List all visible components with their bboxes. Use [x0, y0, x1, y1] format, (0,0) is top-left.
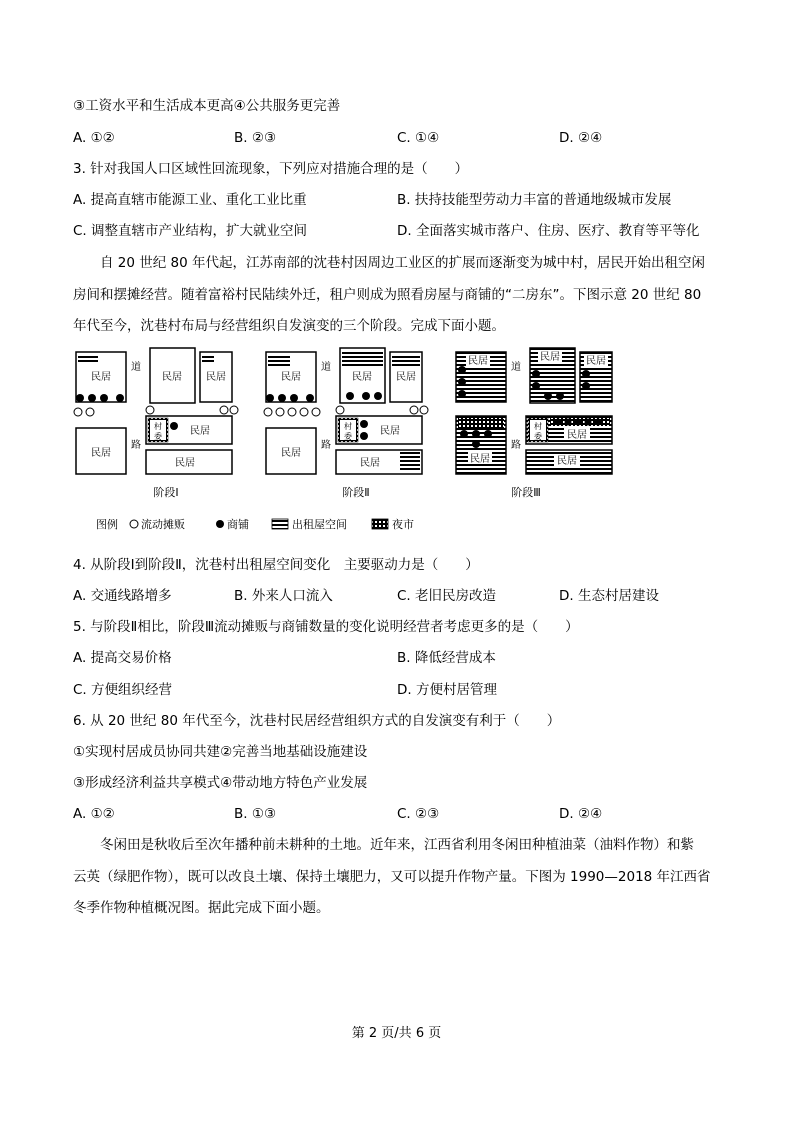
- q5-option-c: C. 方便组织经营: [73, 682, 173, 698]
- passage2-line-2: 云英（绿肥作物），既可以改良土壤、保持土壤肥力，又可以提升作物产量。下图为 1990—2018 年江西省: [73, 869, 711, 885]
- q4-stem: 4. 从阶段Ⅰ到阶段Ⅱ，沈巷村出租屋空间变化 主要驱动力是（ ）: [73, 557, 479, 573]
- q3-option-c: C. 调整直辖市产业结构，扩大就业空间: [73, 223, 308, 239]
- house-label: 民居: [396, 372, 416, 383]
- legend-stall-symbol: [130, 520, 138, 528]
- passage1-line-2: 房间和摆摊经营。随着富裕村民陆续外迁，租户则成为照看房屋与商铺的“二房东”。下图示意 20 世纪 80: [73, 287, 702, 303]
- house-label: 民居: [281, 448, 301, 459]
- legend-shop-label: 商铺: [227, 518, 249, 531]
- q3-option-b: B. 扶持技能型劳动力丰富的普通地级城市发展: [397, 192, 672, 208]
- stage-2-label: 阶段Ⅱ: [342, 486, 370, 499]
- passage1-line-3: 年代至今，沈巷村布局与经营组织自发演变的三个阶段。完成下面小题。: [73, 318, 505, 334]
- q6-item-line-2: ③形成经济利益共享模式④带动地方特色产业发展: [73, 775, 368, 791]
- q4-option-c: C. 老旧民房改造: [397, 588, 497, 604]
- house-label: 民居: [190, 426, 210, 437]
- stage-1-label: 阶段Ⅰ: [153, 486, 179, 499]
- legend-rental-label: 出租屋空间: [292, 518, 347, 531]
- q4-option-b: B. 外来人口流入: [234, 588, 333, 604]
- passage1-line-1: 自 20 世纪 80 年代起，江苏南部的沈巷村因周边工业区的扩展而逐渐变为城中村，居民开始出租空闲: [100, 255, 706, 271]
- house-label: 民居: [380, 426, 400, 437]
- q3-option-d: D. 全面落实城市落户、住房、医疗、教育等平等化: [397, 223, 700, 239]
- q4-option-d: D. 生态村居建设: [559, 588, 659, 604]
- house-label: 民居: [281, 372, 301, 383]
- passage2-line-1: 冬闲田是秋收后至次年播种前未耕种的土地。近年来，江西省利用冬闲田种植油菜（油料作物）和紫: [100, 837, 694, 853]
- village-committee-label: 委: [344, 432, 352, 441]
- village-committee-label: 村: [154, 422, 162, 431]
- q6-option-b: B. ①③: [234, 806, 277, 822]
- house-label: 民居: [91, 372, 111, 383]
- q2-option-c: C. ①④: [397, 130, 440, 146]
- q2-option-a: A. ①②: [73, 130, 115, 146]
- house-label: 民居: [352, 372, 372, 383]
- stage-3-label: 阶段Ⅲ: [511, 486, 541, 499]
- legend-shop-symbol: [216, 520, 224, 528]
- village-committee-label: 村: [344, 422, 352, 431]
- legend-stall-label: 流动摊贩: [141, 518, 185, 531]
- q3-stem: 3. 针对我国人口区域性回流现象，下列应对措施合理的是（ ）: [73, 161, 469, 177]
- stage-3-map: [456, 348, 612, 499]
- q2-option-d: D. ②④: [559, 130, 603, 146]
- house-label: 民居: [468, 356, 488, 367]
- house-label: 民居: [557, 456, 577, 467]
- house-label: 民居: [586, 356, 606, 367]
- house-label: 民居: [175, 458, 195, 469]
- figure-legend: [96, 517, 414, 531]
- q2-item-line: ③工资水平和生活成本更高④公共服务更完善: [73, 98, 341, 114]
- house-label: 民居: [540, 352, 560, 363]
- house-label: 民居: [206, 372, 226, 383]
- q5-option-d: D. 方便村居管理: [397, 682, 497, 698]
- house-label: 民居: [162, 372, 182, 383]
- road-char-lu: 路: [321, 440, 331, 451]
- q6-stem: 6. 从 20 世纪 80 年代至今，沈巷村民居经营组织方式的自发演变有利于（ ）: [73, 713, 561, 729]
- road-char-dao: 道: [511, 362, 521, 373]
- road-char-dao: 道: [321, 362, 331, 373]
- road-char-dao: 道: [131, 362, 141, 373]
- q6-option-d: D. ②④: [559, 806, 603, 822]
- house-label: 民居: [567, 430, 587, 441]
- page-footer: 第 2 页/共 6 页: [351, 1026, 442, 1041]
- q5-option-a: A. 提高交易价格: [73, 650, 172, 666]
- road-char-lu: 路: [131, 440, 141, 451]
- q4-option-a: A. 交通线路增多: [73, 588, 172, 604]
- house-label: 民居: [360, 458, 380, 469]
- road-char-lu: 路: [511, 440, 521, 451]
- stage-2-map: [264, 348, 428, 499]
- q6-option-a: A. ①②: [73, 806, 115, 822]
- legend-rental-symbol: [272, 519, 288, 529]
- passage2-line-3: 冬季作物种植概况图。据此完成下面小题。: [73, 900, 330, 916]
- q6-item-line-1: ①实现村居成员协同共建②完善当地基础设施建设: [73, 744, 368, 760]
- q6-option-c: C. ②③: [397, 806, 440, 822]
- q5-option-b: B. 降低经营成本: [397, 650, 496, 666]
- village-committee-label: 村: [534, 422, 542, 431]
- legend-title: 图例: [96, 518, 118, 531]
- q5-stem: 5. 与阶段Ⅱ相比，阶段Ⅲ流动摊贩与商铺数量的变化说明经营者考虑更多的是（ ）: [73, 619, 579, 635]
- house-label: 民居: [470, 454, 490, 465]
- stage-1-map: [74, 348, 238, 499]
- q3-option-a: A. 提高直辖市能源工业、重化工业比重: [73, 192, 307, 208]
- house-label: 民居: [91, 448, 111, 459]
- legend-night-market-symbol: [372, 519, 388, 529]
- village-committee-label: 委: [154, 432, 162, 441]
- village-layout-figure: [70, 340, 630, 545]
- q2-option-b: B. ②③: [234, 130, 277, 146]
- legend-night-market-label: 夜市: [392, 518, 414, 531]
- village-committee-label: 委: [534, 432, 542, 441]
